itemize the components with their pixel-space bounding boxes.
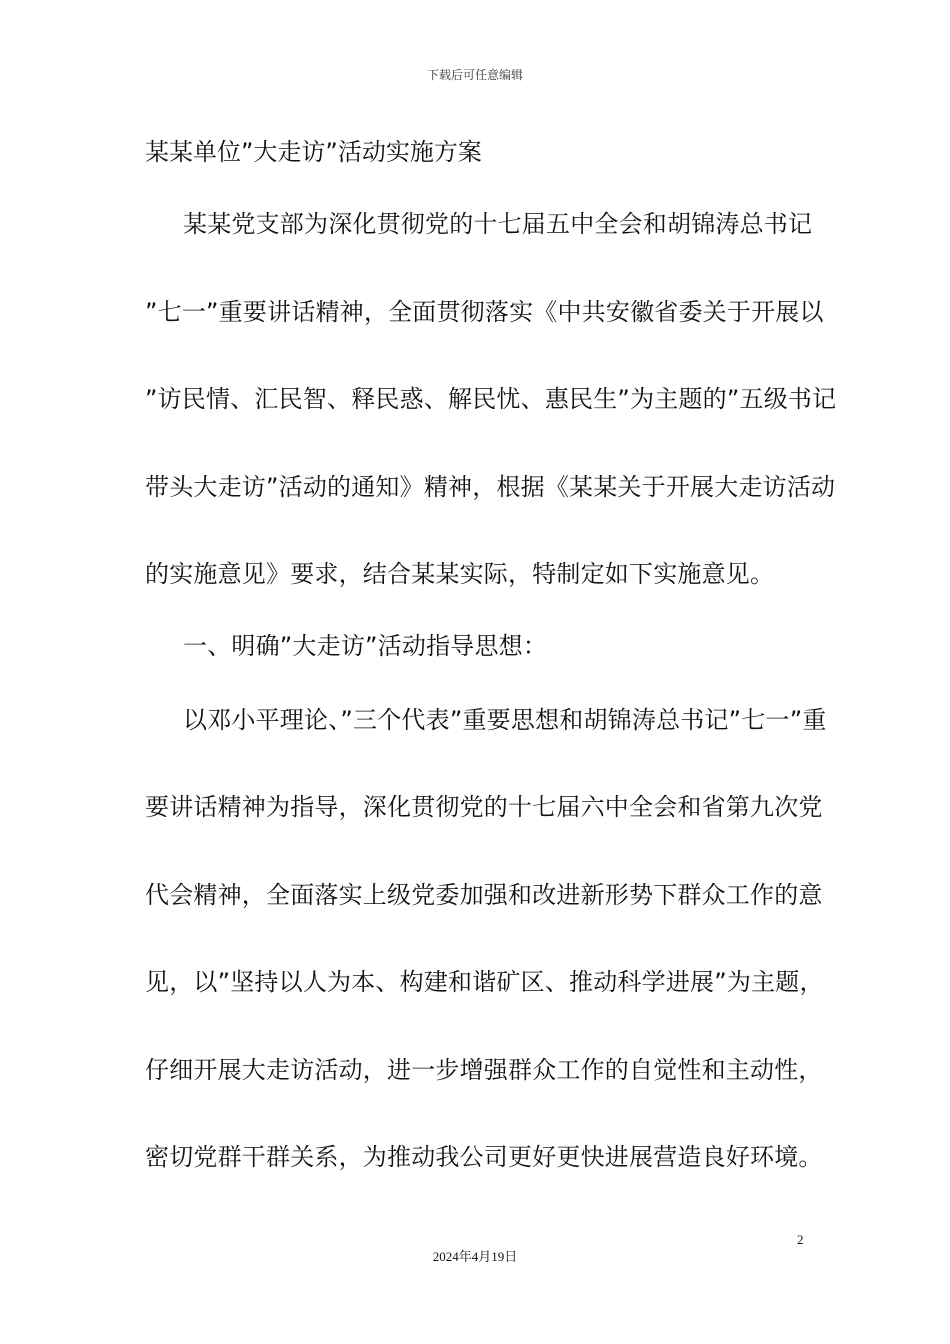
paragraph-line: 密切党群干群关系，为推动我公司更好更快进展营造良好环境。 (145, 1143, 823, 1171)
page-number: 2 (797, 1232, 804, 1247)
paragraph-line: 要讲话精神为指导，深化贯彻党的十七届六中全会和省第九次党 (145, 793, 823, 821)
section-heading: 一、明确”大走访”活动指导思想： (183, 632, 548, 660)
paragraph-line: 以邓小平理论、”三个代表”重要思想和胡锦涛总书记”七一”重 (183, 706, 827, 734)
paragraph-line: 带头大走访”活动的通知》精神，根据《某某关于开展大走访活动 (145, 473, 836, 501)
paragraph-line: 仔细开展大走访活动，进一步增强群众工作的自觉性和主动性， (145, 1056, 823, 1084)
paragraph-line: 代会精神，全面落实上级党委加强和改进新形势下群众工作的意 (145, 881, 823, 909)
paragraph-line: ”访民情、汇民智、释民惑、解民忧、惠民生”为主题的”五级书记 (145, 385, 837, 413)
paragraph-line: 某某党支部为深化贯彻党的十七届五中全会和胡锦涛总书记 (183, 210, 813, 238)
document-title: 某某单位”大走访”活动实施方案 (145, 138, 482, 166)
paragraph-line: ”七一”重要讲话精神，全面贯彻落实《中共安徽省委关于开展以 (145, 298, 824, 326)
paragraph-line: 见，以”坚持以人为本、构建和谐矿区、推动科学进展”为主题， (145, 968, 824, 996)
paragraph-line: 的实施意见》要求，结合某某实际，特制定如下实施意见。 (145, 560, 775, 588)
header-note: 下载后可任意编辑 (426, 68, 523, 82)
footer-date: 2024年4月19日 (432, 1249, 518, 1264)
